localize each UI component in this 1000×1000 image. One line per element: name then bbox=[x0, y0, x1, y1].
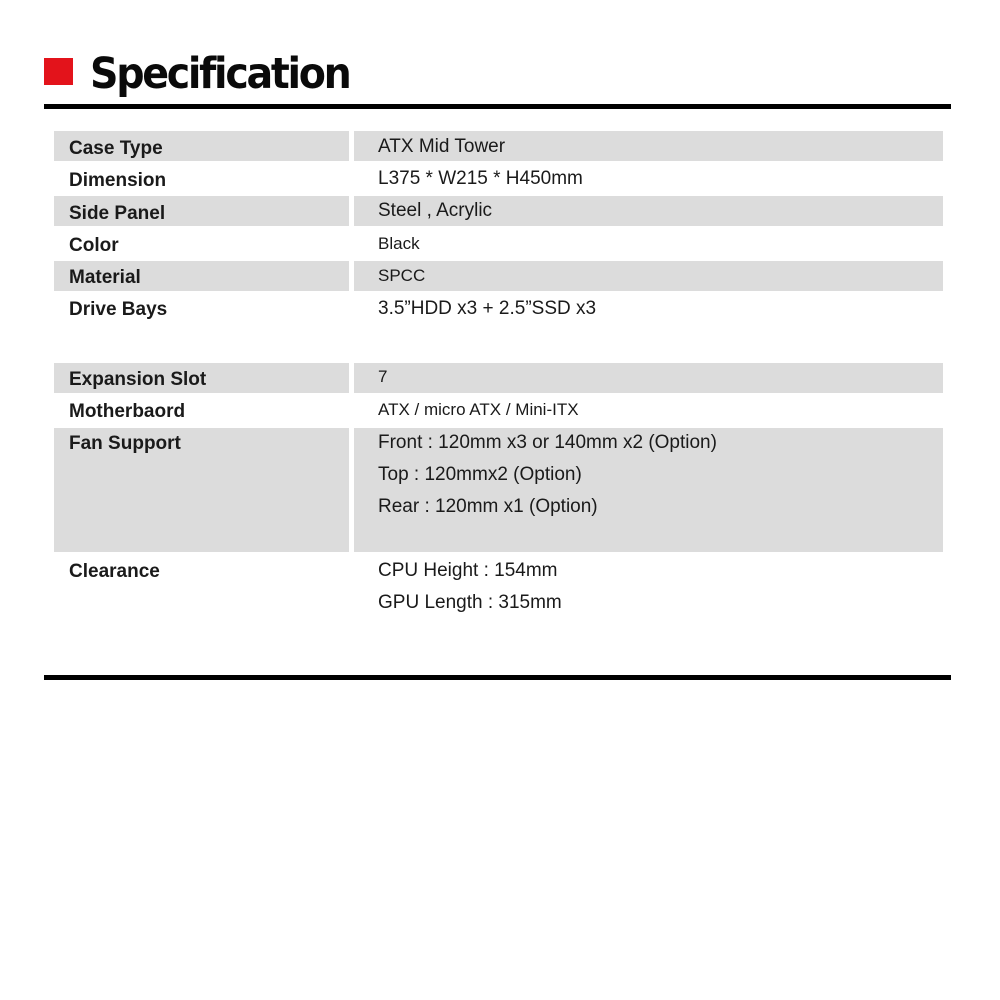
spec-value: ATX Mid Tower bbox=[378, 136, 506, 157]
spec-label: Drive Bays bbox=[69, 299, 168, 320]
spec-row-color bbox=[54, 229, 943, 259]
spec-value: 7 bbox=[378, 367, 388, 386]
spec-row-expansion-slot bbox=[54, 363, 943, 393]
title-accent-square bbox=[44, 58, 73, 85]
spec-value: SPCC bbox=[378, 266, 426, 285]
spec-value: Top : 120mmx2 (Option) bbox=[378, 464, 582, 485]
spec-value: 3.5”HDD x3 + 2.5”SSD x3 bbox=[378, 298, 597, 319]
spec-value: L375 * W215 * H450mm bbox=[378, 168, 583, 189]
spec-label: Side Panel bbox=[69, 203, 166, 224]
spec-label: Color bbox=[69, 235, 119, 256]
spec-row-clearance bbox=[54, 556, 943, 620]
spec-row-fan-support bbox=[54, 428, 943, 552]
spec-label: Case Type bbox=[69, 138, 163, 159]
spec-value: CPU Height : 154mm bbox=[378, 560, 558, 581]
spec-label: Dimension bbox=[69, 170, 167, 191]
spec-label: Motherbaord bbox=[69, 401, 186, 422]
top-divider bbox=[44, 104, 951, 109]
spec-value: Black bbox=[378, 234, 420, 253]
spec-value: Steel , Acrylic bbox=[378, 200, 493, 221]
spec-row-motherboard bbox=[54, 395, 943, 425]
spec-row-dimension bbox=[54, 163, 943, 193]
spec-value: Rear : 120mm x1 (Option) bbox=[378, 496, 598, 517]
spec-label: Fan Support bbox=[69, 433, 181, 454]
page-title: Specification bbox=[90, 49, 350, 99]
spec-label: Clearance bbox=[69, 561, 160, 582]
spec-row-case-type bbox=[54, 131, 943, 161]
spec-row-drive-bays bbox=[54, 293, 943, 323]
spec-value: ATX / micro ATX / Mini-ITX bbox=[378, 400, 579, 419]
spec-row-side-panel bbox=[54, 196, 943, 226]
spec-value: Front : 120mm x3 or 140mm x2 (Option) bbox=[378, 432, 717, 453]
spec-row-material bbox=[54, 261, 943, 291]
spec-value: GPU Length : 315mm bbox=[378, 592, 562, 613]
spec-label: Material bbox=[69, 267, 141, 288]
bottom-divider bbox=[44, 675, 951, 680]
spec-label: Expansion Slot bbox=[69, 369, 207, 390]
